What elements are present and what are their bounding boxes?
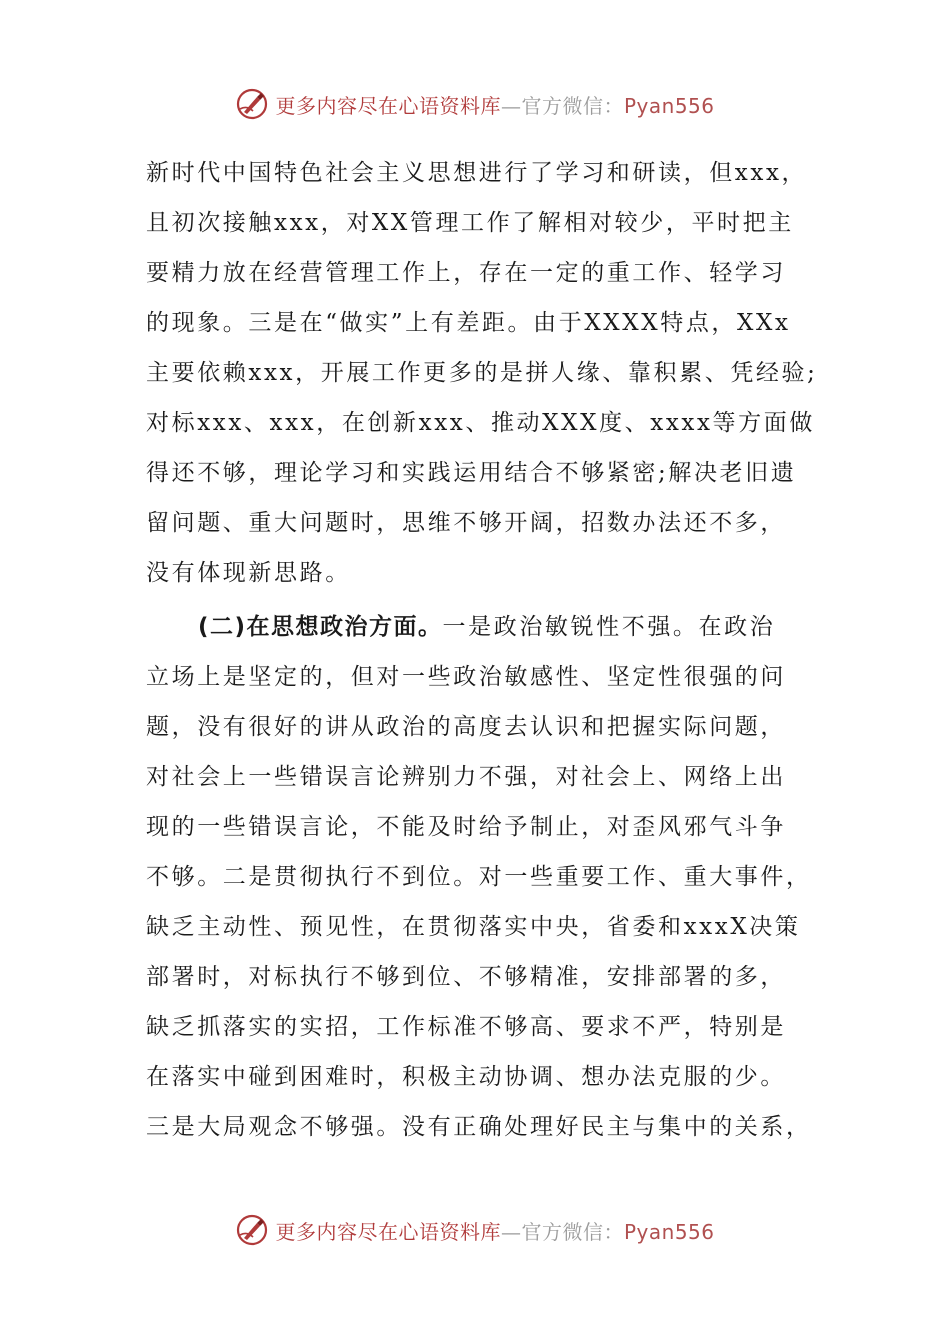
paragraph-line: 部署时，对标执行不够到位、不够精准，安排部署的多，	[146, 964, 786, 990]
footer-banner-text	[275, 1216, 714, 1245]
section-heading: (二)在思想政治方面。	[198, 614, 443, 640]
paragraph-line: 且初次接触xxx，对XX管理工作了解相对较少，平时把主	[146, 210, 794, 236]
paragraph-line: 留问题、重大问题时，思维不够开阔，招数办法还不多，	[146, 510, 786, 536]
paragraph-line-rest: 一是政治敏锐性不强。在政治	[442, 614, 776, 640]
paragraph-2	[146, 602, 826, 1152]
paragraph-line: 没有体现新思路。	[146, 560, 351, 586]
header-banner-text	[275, 90, 714, 119]
header-banner-separator: —	[500, 93, 522, 118]
paragraph-first-line	[146, 602, 826, 652]
footer-banner-separator: —	[500, 1219, 522, 1244]
paragraph-line: 缺乏抓落实的实招，工作标准不够高、要求不严，特别是	[146, 1014, 786, 1040]
document-body	[146, 148, 826, 1152]
paragraph-line: 缺乏主动性、预见性，在贯彻落实中央，省委和xxxX决策	[146, 914, 801, 940]
footer-banner	[0, 1210, 950, 1250]
header-banner-main: 更多内容尽在心语资料库	[275, 93, 501, 118]
paragraph-line: 不够。二是贯彻执行不到位。对一些重要工作、重大事件，	[146, 864, 812, 890]
footer-banner-main: 更多内容尽在心语资料库	[275, 1219, 501, 1244]
paragraph-line: 在落实中碰到困难时，积极主动协调、想办法克服的少。	[146, 1064, 786, 1090]
header-banner-sub: 官方微信：	[521, 93, 624, 118]
paragraph-line: 要精力放在经营管理工作上，存在一定的重工作、轻学习	[146, 260, 786, 286]
header-banner-id: Pyan556	[623, 93, 715, 118]
paragraph-line: 主要依赖xxx，开展工作更多的是拼人缘、靠积累、凭经验;	[146, 360, 818, 386]
pen-circle-logo-icon	[235, 87, 269, 121]
paragraph-line: 对社会上一些错误言论辨别力不强，对社会上、网络上出	[146, 764, 786, 790]
paragraph-line: 三是大局观念不够强。没有正确处理好民主与集中的关系，	[146, 1114, 812, 1140]
footer-banner-sub: 官方微信：	[521, 1219, 624, 1244]
header-banner	[0, 84, 950, 124]
paragraph-line: 的现象。三是在“做实”上有差距。由于XXXX特点，XXx	[146, 310, 791, 336]
paragraph-1	[146, 148, 826, 598]
paragraph-line: 得还不够，理论学习和实践运用结合不够紧密;解决老旧遗	[146, 460, 797, 486]
footer-banner-id: Pyan556	[623, 1219, 715, 1244]
paragraph-line: 现的一些错误言论，不能及时给予制止，对歪风邪气斗争	[146, 814, 786, 840]
paragraph-line: 对标xxx、xxx，在创新xxx、推动XXX度、xxxx等方面做	[146, 410, 815, 436]
paragraph-line: 题，没有很好的讲从政治的高度去认识和把握实际问题，	[146, 714, 786, 740]
paragraph-line: 立场上是坚定的，但对一些政治敏感性、坚定性很强的问	[146, 664, 786, 690]
pen-circle-logo-icon	[235, 1213, 269, 1247]
paragraph-line: 新时代中国特色社会主义思想进行了学习和研读，但xxx，	[146, 160, 808, 186]
